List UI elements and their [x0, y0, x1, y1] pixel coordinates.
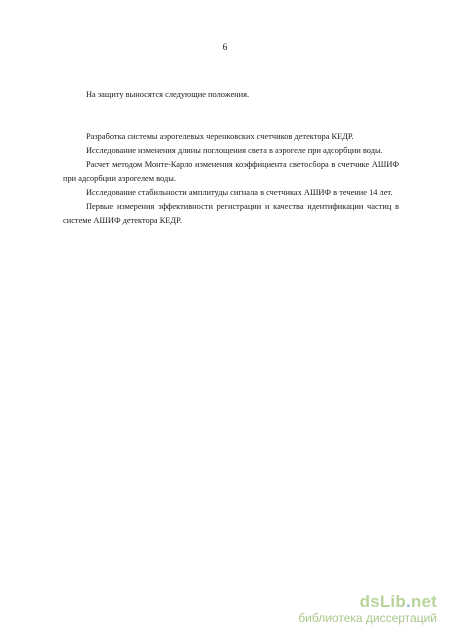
- logo-right-text: net: [410, 592, 437, 611]
- defense-point-2: Исследование изменения длины поглощения света в аэрогеле при адсорбции воды.: [86, 146, 383, 155]
- defense-point-3: Расчет методом Монте-Карло изменения коэффициента светосбора в счетчике АШИФ при адсорбции аэрогелем воды.: [63, 160, 399, 183]
- defense-point-1: Разработка системы аэрогелевых черенковских счетчиков детектора КЕДР.: [86, 132, 354, 141]
- page-number: 6: [222, 43, 228, 53]
- defense-point-5: Первые измерения эффективности регистрации и качества идентификации частиц в системе АШИФ детектора КЕДР.: [63, 202, 399, 225]
- intro-paragraph: [63, 88, 399, 102]
- intro-text: На защиту выносятся следующие положения.: [86, 90, 250, 99]
- watermark-subtitle: библиотека диссертаций: [298, 611, 437, 625]
- logo-dot: .: [405, 592, 411, 611]
- defense-points-list: [63, 130, 399, 228]
- dslib-watermark: [298, 592, 437, 625]
- defense-point-4: Исследование стабильности амплитуды сигнала в счетчиках АШИФ в течение 14 лет.: [86, 188, 393, 197]
- dslib-logo: [298, 592, 437, 611]
- logo-left-text: dsLib: [359, 592, 406, 611]
